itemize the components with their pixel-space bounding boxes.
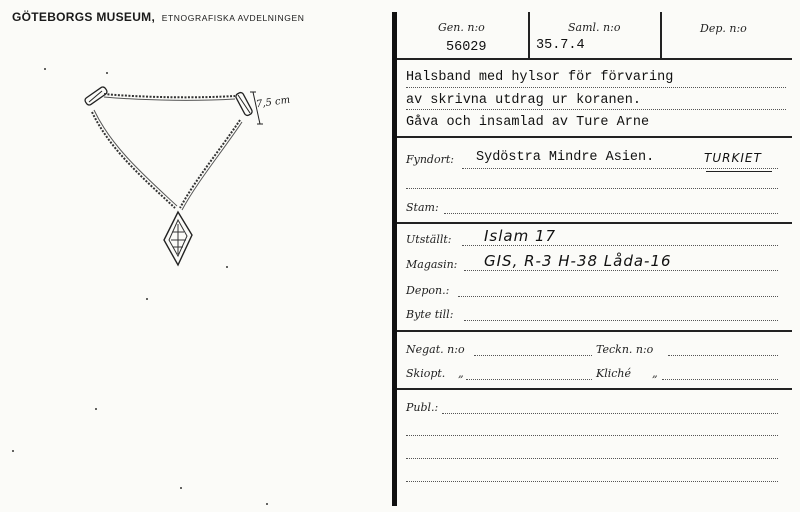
description-line-1: Halsband med hylsor för förvaring [406,70,674,85]
section-rule [397,330,792,332]
rule-line [464,320,778,321]
section-rule [397,136,792,138]
section-rule [397,388,792,390]
speck [266,503,268,505]
column-divider [528,12,530,58]
pendant-drawing [164,212,192,265]
rule-line [406,481,778,482]
rule-line [466,379,592,380]
saml-number-value: 35.7.4 [536,38,585,53]
gen-number-label: Gen. n:o [438,21,485,34]
rule-line [406,87,786,88]
rule-line [442,413,778,414]
rule-line [406,109,786,110]
speck [12,450,14,452]
skiopt-label: Skiopt. [406,367,446,380]
rule-line [406,188,778,189]
rule-line [462,245,778,246]
department-name: ETNOGRAFISKA AVDELNINGEN [161,13,305,23]
fyndort-handwritten: TURKIET [704,151,762,165]
cliche-label: Kliché [596,367,632,380]
magasin-label: Magasin: [406,258,458,271]
dep-number-label: Dep. n:o [700,22,747,35]
rule-line [444,213,778,214]
fyndort-value: Sydöstra Mindre Asien. [476,150,655,165]
header-rule [397,58,792,60]
teckn-label: Teckn. n:o [596,343,654,356]
depon-label: Depon.: [406,284,450,297]
museum-name: GÖTEBORGS MUSEUM, [12,10,156,24]
speck [180,487,182,489]
rule-line [464,270,778,271]
measurement-note: 7,5 cm [255,94,291,111]
rule-line [474,355,592,356]
utstallt-label: Utställt: [406,233,452,246]
rule-line [458,296,778,297]
speck [95,408,97,410]
catalog-card [392,12,792,506]
publ-label: Publ.: [406,401,439,414]
byte-till-label: Byte till: [406,308,454,321]
description-line-2: av skrivna utdrag ur koranen. [406,93,641,108]
rule-line [668,355,778,356]
necklace-sketch [70,80,300,280]
saml-number-label: Saml. n:o [568,21,621,34]
card-left-border [392,12,397,506]
description-line-3: Gåva och insamlad av Ture Arne [406,115,650,130]
rule-line [462,168,778,169]
section-rule [397,222,792,224]
speck [146,298,148,300]
fyndort-label: Fyndort: [406,153,454,166]
rule-line [662,379,778,380]
speck [226,266,228,268]
column-divider [660,12,662,58]
magasin-value: GIS, R-3 H-38 Låda-16 [484,252,672,270]
negat-label: Negat. n:o [406,343,465,356]
speck [44,68,46,70]
skiopt-ditto: „ [458,367,464,380]
gen-number-value: 56029 [446,40,487,55]
right-cylinder-drawing [235,92,253,117]
rule-line [406,458,778,459]
cliche-ditto: „ [652,367,658,380]
speck [106,72,108,74]
stam-label: Stam: [406,201,439,214]
museum-header [12,10,304,24]
utstallt-value: Islam 17 [484,227,557,245]
handwritten-underline [706,171,772,172]
left-cylinder-drawing [84,86,108,106]
rule-line [406,435,778,436]
